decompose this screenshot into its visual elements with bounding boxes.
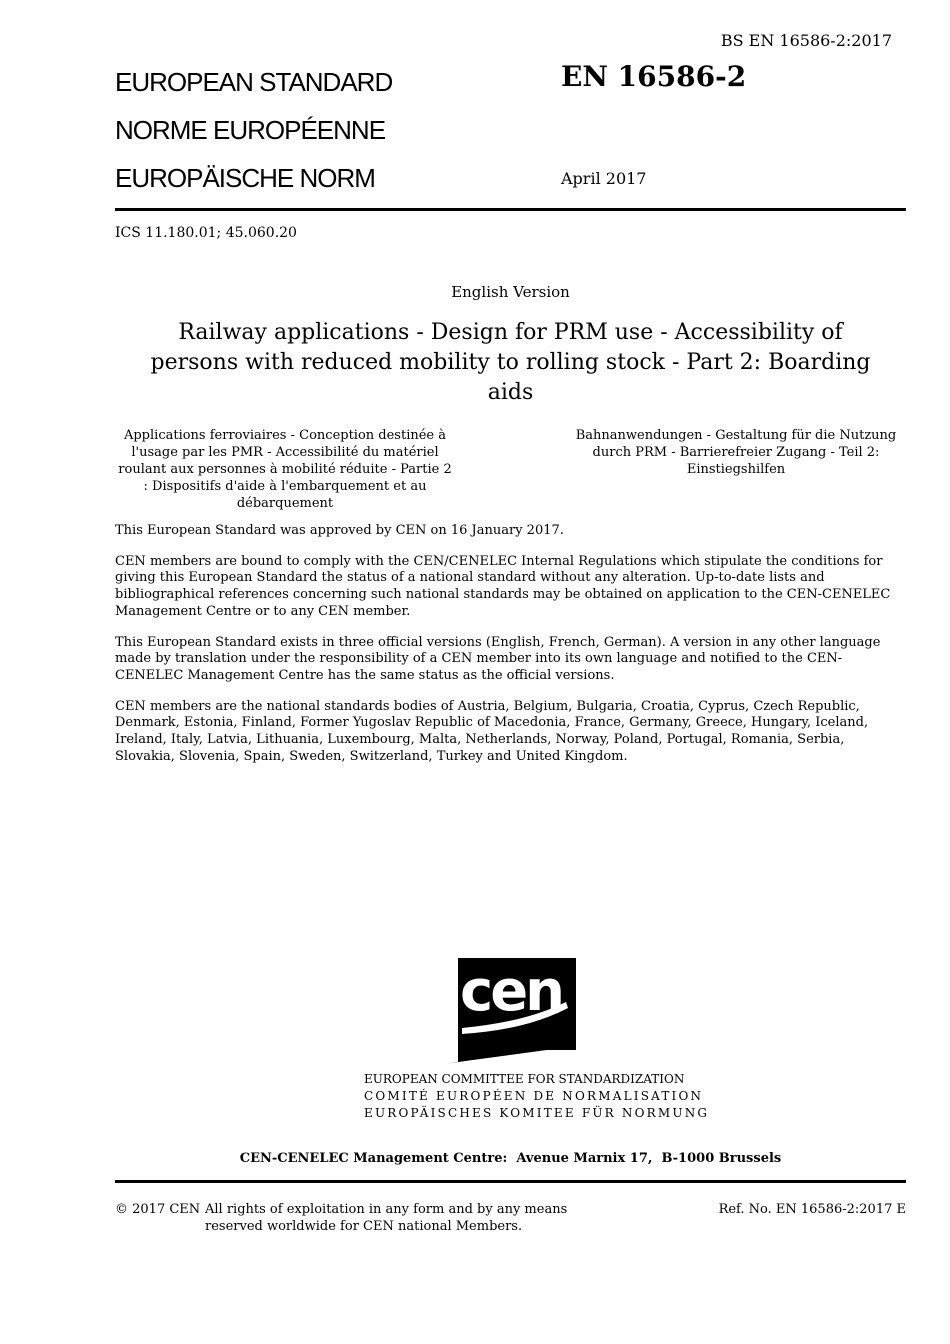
body-text [115, 523, 906, 779]
document-reference: BS EN 16586-2:2017 [720, 31, 892, 50]
publication-date: April 2017 [561, 169, 647, 188]
document-title: Railway applications - Design for PRM use - Accessibility of persons with reduced mobility to rolling stock - Part 2: Boarding aids [150, 320, 871, 405]
version-label: English Version [451, 283, 570, 301]
cen-logo-text: cen [460, 959, 563, 1024]
title-french: Applications ferroviaires - Conception destinée à l'usage par les PMR - Accessibilité du matériel roulant aux personnes à mobilité réduite - Partie 2 : Dispositifs d'aide à l'embarquement et au débarquement [118, 428, 452, 511]
footer-divider [115, 1180, 906, 1183]
versions-paragraph: This European Standard exists in three official versions (English, French, German). A version in any other language made by translation under the responsibility of a CEN member into its own language and notified to the CEN-CENELEC Management Centre has the same status as the official versions. [115, 634, 881, 683]
reference-number: Ref. No. EN 16586-2:2017 E [718, 1202, 906, 1217]
committee-names [364, 1071, 709, 1122]
compliance-paragraph: CEN members are bound to comply with the CEN/CENELEC Internal Regulations which stipulate the conditions for giving this European Standard the status of a national standard without any alteration. Up-to-date lists and bibliographical references concerning such national standards may be obtained on application to the CEN-CENELEC Management Centre or to any CEN member. [115, 553, 891, 619]
standard-name-de: EUROPÄISCHE NORM [115, 163, 375, 193]
standard-name-en: EUROPEAN STANDARD [115, 67, 393, 97]
management-centre-address: CEN-CENELEC Management Centre: Avenue Marnix 17, B-1000 Brussels [239, 1151, 782, 1166]
header-divider [115, 208, 906, 211]
committee-name-en: EUROPEAN COMMITTEE FOR STANDARDIZATION [364, 1072, 685, 1086]
standard-names [115, 64, 392, 208]
standard-name-fr: NORME EUROPÉENNE [115, 115, 386, 145]
committee-name-fr: COMITÉ EUROPÉEN DE NORMALISATION [364, 1089, 704, 1103]
cen-logo-icon [446, 958, 578, 1064]
committee-name-de: EUROPÄISCHES KOMITEE FÜR NORMUNG [364, 1106, 710, 1120]
standard-number: EN 16586-2 [561, 60, 747, 93]
approval-paragraph: This European Standard was approved by CEN on 16 January 2017. [115, 523, 564, 538]
title-german: Bahnanwendungen - Gestaltung für die Nutzung durch PRM - Barrierefreier Zugang - Teil 2: Einstiegshilfen [575, 428, 897, 477]
ics-code: ICS 11.180.01; 45.060.20 [115, 225, 297, 241]
rights-notice: All rights of exploitation in any form and by any means reserved worldwide for CEN national Members. [205, 1202, 568, 1234]
copyright-notice: © 2017 CEN [115, 1202, 201, 1217]
members-paragraph: CEN members are the national standards bodies of Austria, Belgium, Bulgaria, Croatia, Cyprus, Czech Republic, Denmark, Estonia, Finland, Former Yugoslav Republic of Macedonia, France, Germany, Greece, Hungary, Iceland, Ireland, Italy, Latvia, Lithuania, Luxembourg, Malta, Netherlands, Norway, Poland, Portugal, Romania, Serbia, Slovakia, Slovenia, Spain, Sweden, Switzerland, Turkey and United Kingdom. [115, 698, 869, 764]
